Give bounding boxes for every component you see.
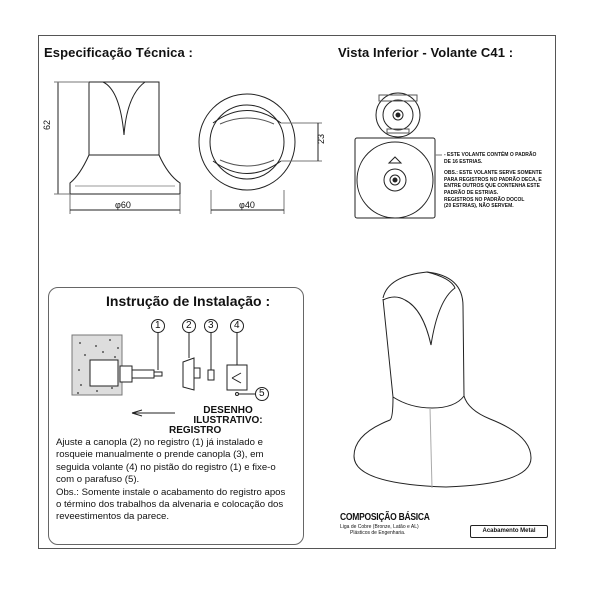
desenho-line: DESENHO ILUSTRATIVO:	[193, 405, 263, 426]
dim-top-diameter: φ40	[239, 200, 255, 210]
top-view-drawing	[199, 94, 322, 214]
note-line: PARA REGISTROS NO PADRÃO DECA, E	[444, 176, 542, 183]
callout-2: 2	[186, 320, 192, 331]
side-view-drawing	[54, 82, 180, 214]
note-line: REGISTROS NO PADRÃO DOCOL	[444, 196, 525, 203]
instruction-line: o término dos trabalhos da alvenaria e colocação dos	[56, 499, 284, 511]
bottom-view-small	[376, 93, 420, 137]
spec-title: Especificação Técnica :	[44, 45, 193, 60]
desenho-line: REGISTRO	[169, 425, 222, 436]
instruction-line: rosqueie manualmente o prende canopla (3), em	[56, 449, 264, 461]
dim-base-diameter: φ60	[115, 200, 131, 210]
instruction-line: com o parafuso (5).	[56, 474, 140, 486]
installation-title: Instrução de Instalação :	[106, 293, 271, 309]
isometric-drawing	[354, 272, 531, 488]
illustrative-drawing-label	[168, 406, 288, 436]
dim-cut-width: 23	[316, 133, 327, 145]
instruction-line: Ajuste a canopla (2) no registro (1) já instalado e	[56, 437, 263, 448]
view-title: Vista Inferior - Volante C41 :	[338, 45, 514, 60]
composition-line-2: Plásticos de Engenharia.	[350, 530, 406, 536]
note-line: OBS.: ESTE VOLANTE SERVE SOMENTE	[444, 170, 542, 177]
note-line: (20 ESTRIAS), NÃO SERVEM.	[444, 203, 514, 210]
spec-notes	[444, 152, 552, 210]
note-line: PADRÃO DE ESTRIAS.	[444, 189, 499, 196]
note-line: DE 16 ESTRIAS.	[444, 158, 483, 165]
callout-3: 3	[208, 320, 214, 331]
callout-4: 4	[234, 320, 240, 331]
finish-badge: Acabamento Metal	[470, 525, 548, 538]
composition-title: COMPOSIÇÃO BÁSICA	[340, 512, 430, 523]
bottom-view-large	[355, 138, 442, 218]
composition-line-1: Liga de Cobre (Bronze, Latão e AL)	[340, 524, 419, 530]
note-line: ENTRE OUTROS QUE CONTENHA ESTE	[444, 183, 540, 190]
installation-text	[56, 437, 302, 524]
instruction-line: seguida volante (4) no pistão do registro (1) e fixe-o	[56, 461, 276, 473]
dim-height: 62	[42, 119, 53, 131]
callout-1: 1	[155, 320, 161, 331]
instruction-line: reveestimentos da parece.	[56, 511, 170, 523]
composition-block	[340, 512, 460, 536]
instruction-line: Obs.: Somente instale o acabamento do registro apos	[56, 486, 286, 498]
callout-5: 5	[259, 388, 265, 399]
note-line: - ESTE VOLANTE CONTÉM O PADRÃO	[444, 152, 537, 158]
